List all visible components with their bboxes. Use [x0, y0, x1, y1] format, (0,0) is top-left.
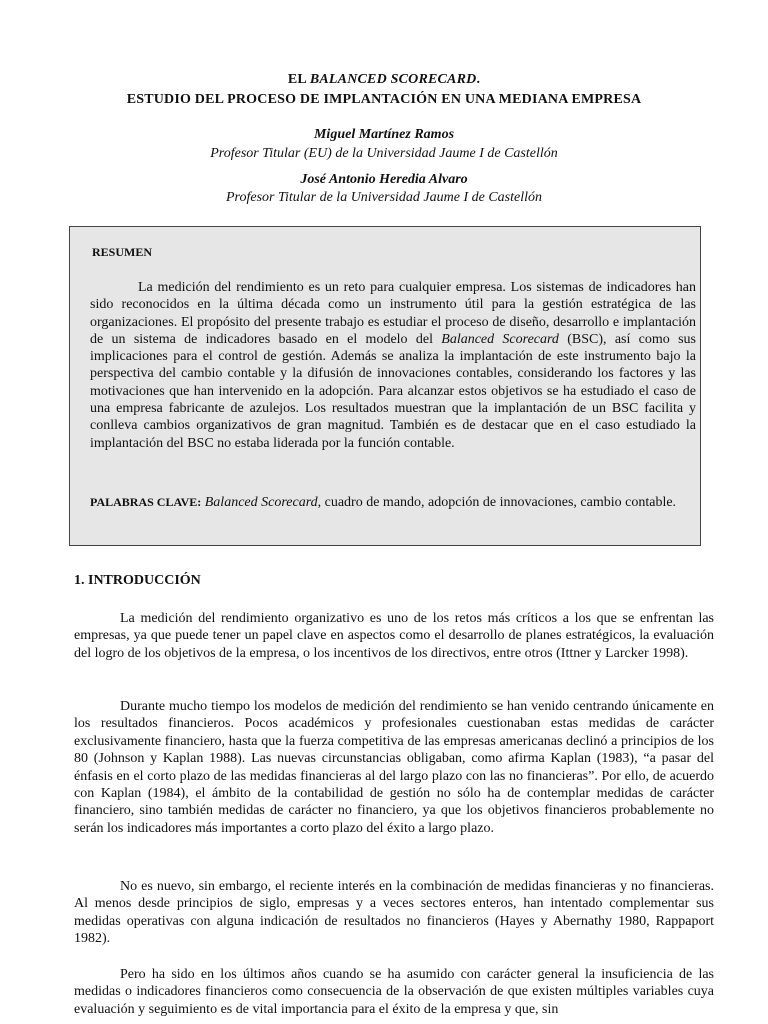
author-affiliation-2: Profesor Titular de la Universidad Jaume I de Castellón — [225, 190, 542, 205]
keywords-rest: , cuadro de mando, adopción de innovaciones, cambio contable. — [317, 495, 677, 510]
abstract-heading: RESUMEN — [92, 245, 153, 259]
abstract-text — [90, 279, 696, 452]
paragraph-3: No es nuevo, sin embargo, el reciente interés en la combinación de medidas financieras y no financieras. Al menos desde principios de siglo, empresas y a veces sectores enteros, han intentado complementar sus medidas operativas con alguna indicación de resultados no financieros (Hayes y Abernathy 1980, Rappaport 1982). — [74, 879, 714, 947]
title-prefix: EL — [287, 72, 310, 87]
keywords-italic: Balanced Scorecard — [204, 495, 318, 510]
paper-title — [0, 72, 768, 88]
section-heading: 1. INTRODUCCIÓN — [74, 573, 201, 588]
abstract-text-part-b: (BSC), así como sus implicaciones para el control de gestión. Además se analiza la implantación de este instrumento bajo la perspectiva del cambio contable y la difusión de innovaciones contables, considerando los factores y las motivaciones que han intervenido en la adopción. Para alcanzar estos objetivos se ha estudiado el caso de una empresa fabricante de azulejos. Los resultados muestran que la implantación de un BSC facilita y conlleva cambios organizativos de gran magnitud. También es de destacar que en el caso estudiado la implantación del BSC no estaba liderada por la función contable. — [90, 331, 696, 451]
abstract-box — [69, 226, 701, 546]
paragraph-1: La medición del rendimiento organizativo es uno de los retos más críticos a los que se enfrentan las empresas, ya que puede tener un papel clave en aspectos como el desarrollo de planes estratégicos, la evaluación del logro de los objetivos de la empresa, o los incentivos de los directivos, entre otros (Ittner y Larcker 1998). — [74, 611, 714, 661]
title-italic: BALANCED SCORECARD — [309, 72, 477, 87]
paragraph-4: Pero ha sido en los últimos años cuando se ha asumido con carácter general la insuficiencia de las medidas o indicadores financieros como consecuencia de la observación de que existen múltiples variables cuya evaluación y seguimiento es de vital importancia para el éxito de la empresa y que, sin — [74, 967, 714, 1017]
keywords-label: PALABRAS CLAVE: — [90, 495, 202, 509]
author-affiliation-1: Profesor Titular (EU) de la Universidad Jaume I de Castellón — [210, 146, 558, 161]
paragraph-2: Durante mucho tiempo los modelos de medición del rendimiento se han venido centrando únicamente en los resultados financieros. Pocos académicos y profesionales cuestionaban estas medidas de carácter exclusivamente financiero, hasta que la fuerza competitiva de las empresas americanas declinó a principios de los 80 (Johnson y Kaplan 1988). Las nuevas circunstancias obligaban, como afirma Kaplan (1983), “a pasar del énfasis en el corto plazo de las medidas financieras al del largo plazo con las no financieras”. Por ello, de acuerdo con Kaplan (1984), el ámbito de la contabilidad de gestión no sólo ha de contemplar medidas de carácter financiero, sino también medidas de carácter no financiero, ya que los objetivos financieros probablemente no serán los indicadores más importantes a corto plazo del éxito a largo plazo. — [74, 699, 714, 836]
author-name-2: José Antonio Heredia Alvaro — [300, 172, 468, 187]
paper-subtitle: ESTUDIO DEL PROCESO DE IMPLANTACIÓN EN UNA MEDIANA EMPRESA — [126, 92, 642, 107]
author-name-1: Miguel Martínez Ramos — [313, 127, 455, 142]
abstract-text-part-a: La medición del rendimiento es un reto para cualquier empresa. Los sistemas de indicadores han sido reconocidos en la última década como un instrumento útil para la gestión estratégica de las organizaciones. El propósito del presente trabajo es estudiar el proceso de diseño, desarrollo e implantación de un sistema de indicadores basado en el modelo del — [90, 280, 696, 347]
abstract-text-italic: Balanced Scorecard — [441, 331, 559, 347]
keywords — [90, 493, 696, 512]
title-suffix: . — [476, 72, 481, 87]
